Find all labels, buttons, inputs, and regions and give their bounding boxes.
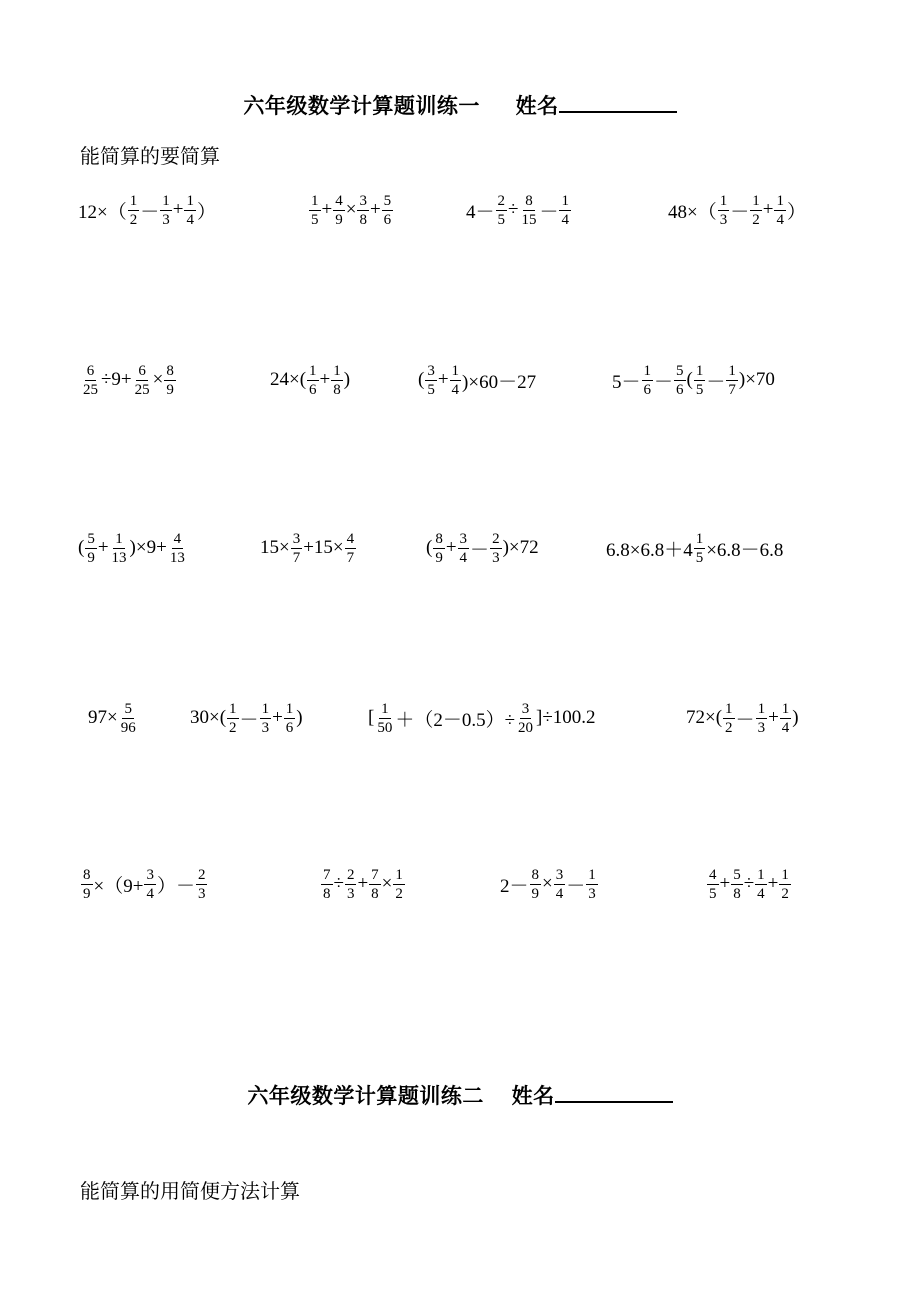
fraction [425, 362, 437, 399]
problem-1-3 [466, 186, 572, 234]
fraction-denominator: 96 [120, 719, 136, 736]
section1-instruction: 能简算的要简算 [80, 144, 220, 168]
fraction-denominator: 4 [555, 885, 564, 902]
fraction-denominator: 5 [311, 211, 319, 228]
expr-text: ( [78, 537, 85, 558]
expr-text: × [381, 873, 393, 894]
fraction-numerator: 1 [311, 192, 319, 209]
fraction [227, 700, 239, 737]
fraction-denominator: 6 [309, 381, 317, 398]
fraction [530, 866, 542, 903]
fraction-numerator: 1 [728, 362, 736, 379]
expr-text: + [445, 537, 457, 558]
fraction-denominator: 9 [335, 211, 343, 228]
problem-5-3 [500, 860, 599, 908]
fraction-numerator: 1 [776, 192, 784, 209]
fraction-numerator: 5 [676, 362, 684, 379]
problem-3-1 [78, 524, 188, 572]
fraction-denominator: 6 [676, 381, 684, 398]
fraction [755, 866, 767, 903]
fraction [307, 362, 319, 399]
problem-3-4 [606, 524, 783, 572]
fraction [516, 700, 535, 737]
fraction-denominator: 2 [781, 885, 789, 902]
fraction-denominator: 3 [719, 211, 728, 228]
section1-name-label: 姓名 [515, 94, 559, 118]
fraction [81, 866, 93, 903]
fraction-denominator: 4 [451, 381, 460, 398]
fraction [85, 530, 97, 567]
fraction-numerator: 3 [292, 530, 301, 547]
fraction [309, 192, 321, 229]
fraction-numerator: 2 [346, 866, 355, 883]
fraction [81, 362, 100, 399]
fraction-denominator: 5 [695, 549, 704, 566]
expr-text: + [369, 199, 381, 220]
fraction-numerator: 8 [435, 530, 443, 547]
problem-2-2 [270, 356, 350, 404]
fraction-denominator: 6 [643, 381, 652, 398]
problem-4-4 [686, 694, 799, 742]
expr-text: + [437, 369, 449, 390]
expr-text: ×（9+ [93, 875, 144, 897]
problem-3-2 [260, 524, 357, 572]
expr-text: ＋（2－0.5）÷ [395, 709, 516, 731]
expr-text: [ [368, 707, 375, 728]
fraction-numerator: 1 [186, 192, 194, 209]
expr-text: － [654, 371, 674, 393]
fraction-numerator: 1 [261, 700, 270, 717]
expr-text: 48×（ [668, 201, 717, 223]
fraction-numerator: 8 [531, 866, 540, 883]
fraction-numerator: 2 [492, 530, 500, 547]
expr-text: 15× [260, 537, 290, 558]
fraction-denominator: 3 [757, 719, 766, 736]
fraction-numerator: 1 [757, 700, 766, 717]
expr-text: ) [343, 369, 351, 390]
expr-text: － [140, 201, 160, 223]
section2-name-label: 姓名 [511, 1084, 555, 1108]
expr-text: 72×( [686, 707, 723, 728]
fraction-numerator: 1 [781, 700, 790, 717]
fraction-numerator: 1 [395, 866, 403, 883]
fraction-denominator: 9 [166, 381, 174, 398]
fraction [164, 362, 176, 399]
expr-text: +15× [303, 537, 344, 558]
fraction-numerator: 1 [333, 362, 341, 379]
fraction [642, 362, 654, 399]
fraction [450, 362, 462, 399]
fraction [586, 866, 598, 903]
expr-text: ÷ [333, 873, 344, 894]
fraction-numerator: 1 [451, 362, 460, 379]
problem-1-4 [668, 186, 806, 234]
fraction [718, 192, 730, 229]
fraction [375, 700, 394, 737]
fraction-denominator: 5 [497, 211, 506, 228]
expr-text: ( [686, 369, 693, 390]
expr-text: 30×( [190, 707, 227, 728]
fraction-numerator: 5 [383, 192, 392, 209]
problem-2-1 [80, 356, 177, 404]
fraction-numerator: 8 [166, 362, 174, 379]
fraction-numerator: 3 [359, 192, 367, 209]
fraction-denominator: 3 [261, 719, 270, 736]
fraction-numerator: 1 [285, 700, 294, 717]
expr-text: － [730, 201, 750, 223]
section2-title-text: 六年级数学计算题训练二 [247, 1084, 484, 1108]
fraction-denominator: 8 [371, 885, 379, 902]
fraction [756, 700, 768, 737]
fraction-numerator: 5 [733, 866, 741, 883]
expr-text: + [97, 537, 109, 558]
fraction-numerator: 1 [719, 192, 728, 209]
fraction-denominator: 9 [531, 885, 540, 902]
fraction-numerator: 3 [427, 362, 435, 379]
fraction-numerator: 1 [588, 866, 596, 883]
fraction-numerator: 8 [525, 192, 533, 209]
fraction-numerator: 2 [197, 866, 206, 883]
fraction-denominator: 6 [285, 719, 294, 736]
fraction [382, 192, 394, 229]
fraction [128, 192, 140, 229]
fraction [723, 700, 735, 737]
expr-text: ÷9+ [101, 369, 132, 390]
expr-text: + [272, 707, 283, 728]
fraction [780, 700, 792, 737]
fraction-denominator: 9 [83, 885, 91, 902]
fraction-denominator: 4 [459, 549, 468, 566]
fraction-denominator: 3 [346, 885, 355, 902]
problem-2-3 [418, 356, 536, 404]
expr-text: 4－ [466, 201, 495, 223]
expr-text: )×60－27 [462, 371, 537, 393]
fraction-numerator: 3 [521, 700, 530, 717]
expr-text: 12×（ [78, 201, 127, 223]
fraction [433, 530, 445, 567]
fraction [345, 866, 357, 903]
expr-text: － [706, 371, 726, 393]
fraction-denominator: 13 [111, 549, 127, 566]
fraction-numerator: 1 [643, 362, 652, 379]
fraction-numerator: 1 [229, 700, 237, 717]
expr-text: ÷ [508, 199, 519, 220]
fraction [291, 530, 303, 567]
fraction-denominator: 4 [561, 211, 569, 228]
expr-text: － [735, 709, 755, 731]
fraction [160, 192, 172, 229]
fraction-denominator: 8 [359, 211, 367, 228]
fraction-numerator: 4 [346, 530, 355, 547]
problem-4-1 [88, 694, 139, 742]
expr-text: + [321, 199, 333, 220]
expr-text: + [719, 873, 731, 894]
fraction [674, 362, 686, 399]
fraction-denominator: 3 [162, 211, 170, 228]
problem-1-1 [78, 186, 216, 234]
fraction [110, 530, 129, 567]
fraction-denominator: 2 [229, 719, 237, 736]
fraction-denominator: 5 [709, 885, 717, 902]
problem-3-3 [426, 524, 539, 572]
fraction-numerator: 3 [459, 530, 468, 547]
expr-text: )×9+ [129, 537, 167, 558]
expr-text: ） [196, 201, 216, 223]
fraction [345, 530, 357, 567]
problem-4-3 [368, 694, 596, 742]
fraction-numerator: 2 [497, 192, 506, 209]
fraction-denominator: 6 [383, 211, 392, 228]
fraction-denominator: 4 [776, 211, 784, 228]
expr-text: － [539, 201, 559, 223]
fraction-denominator: 3 [588, 885, 596, 902]
fraction [333, 192, 345, 229]
fraction-numerator: 4 [709, 866, 717, 883]
fraction-denominator: 4 [186, 211, 194, 228]
fraction [694, 362, 706, 399]
fraction-denominator: 9 [435, 549, 443, 566]
fraction-denominator: 7 [346, 549, 355, 566]
fraction-denominator: 50 [377, 719, 393, 736]
fraction-denominator: 8 [333, 381, 341, 398]
problem-5-4 [706, 860, 792, 908]
fraction-numerator: 1 [381, 700, 389, 717]
fraction-numerator: 1 [752, 192, 760, 209]
fraction-numerator: 8 [83, 866, 91, 883]
problem-5-2 [320, 860, 406, 908]
section2-title [0, 1080, 920, 1110]
fraction-numerator: 1 [725, 700, 733, 717]
fraction [133, 362, 152, 399]
expr-text: + [319, 369, 331, 390]
fraction-denominator: 2 [395, 885, 403, 902]
fraction-numerator: 1 [115, 530, 123, 547]
fraction [369, 866, 381, 903]
section1-name-blank[interactable] [559, 91, 677, 113]
fraction [559, 192, 571, 229]
fraction [284, 700, 296, 737]
problem-2-4 [612, 356, 775, 404]
expr-text: + [357, 873, 369, 894]
fraction-denominator: 4 [757, 885, 765, 902]
fraction-numerator: 1 [162, 192, 170, 209]
fraction-numerator: 1 [129, 192, 138, 209]
fraction-denominator: 8 [733, 885, 741, 902]
expr-text: × [542, 873, 553, 894]
expr-text: － [470, 539, 490, 561]
fraction [196, 866, 208, 903]
fraction-numerator: 1 [781, 866, 789, 883]
section1-title-text: 六年级数学计算题训练一 [243, 94, 480, 118]
expr-text: + [172, 199, 184, 220]
fraction-numerator: 4 [335, 192, 343, 209]
fraction [496, 192, 508, 229]
fraction-denominator: 15 [521, 211, 537, 228]
fraction-numerator: 1 [309, 362, 317, 379]
expr-text: + [762, 199, 774, 220]
fraction-denominator: 7 [292, 549, 301, 566]
fraction-numerator: 1 [561, 192, 569, 209]
fraction [144, 866, 156, 903]
fraction [357, 192, 369, 229]
fraction [519, 192, 538, 229]
expr-text: ） [786, 201, 806, 223]
fraction-numerator: 5 [87, 530, 95, 547]
fraction [731, 866, 743, 903]
problem-5-1 [80, 860, 208, 908]
fraction-denominator: 8 [323, 885, 331, 902]
fraction [331, 362, 343, 399]
expr-text: ) [792, 707, 799, 728]
fraction-denominator: 3 [197, 885, 206, 902]
fraction [184, 192, 196, 229]
expr-text: )×72 [502, 537, 539, 558]
fraction-numerator: 4 [173, 530, 182, 547]
fraction-numerator: 1 [695, 530, 704, 547]
expr-text: )×70 [738, 369, 775, 390]
fraction-numerator: 3 [555, 866, 564, 883]
expr-text: × [152, 369, 164, 390]
fraction-denominator: 25 [83, 381, 98, 398]
fraction [707, 866, 719, 903]
expr-text: ( [418, 369, 425, 390]
fraction-denominator: 3 [492, 549, 500, 566]
fraction [321, 866, 333, 903]
fraction-numerator: 7 [323, 866, 331, 883]
section1-title [0, 90, 920, 120]
fraction [490, 530, 502, 567]
fraction [168, 530, 187, 567]
fraction [750, 192, 762, 229]
fraction-denominator: 7 [728, 381, 736, 398]
expr-text: ）－ [156, 875, 195, 897]
fraction-denominator: 4 [781, 719, 790, 736]
expr-text: － [566, 875, 586, 897]
fraction [119, 700, 138, 737]
expr-text: ÷ [743, 873, 755, 894]
problem-4-2 [190, 694, 303, 742]
fraction-numerator: 3 [146, 866, 154, 883]
fraction-numerator: 5 [124, 700, 132, 717]
fraction-numerator: 1 [695, 362, 704, 379]
expr-text: 5－ [612, 371, 641, 393]
fraction-denominator: 4 [146, 885, 154, 902]
fraction-numerator: 1 [757, 866, 765, 883]
fraction-denominator: 2 [129, 211, 138, 228]
fraction-denominator: 5 [427, 381, 435, 398]
fraction-denominator: 13 [169, 549, 185, 566]
fraction [393, 866, 405, 903]
section2-name-blank[interactable] [555, 1081, 673, 1103]
problem-1-2 [308, 186, 394, 234]
fraction-denominator: 9 [87, 549, 95, 566]
fraction-denominator: 2 [752, 211, 760, 228]
fraction-numerator: 6 [86, 362, 95, 379]
expr-text: ) [296, 707, 303, 728]
fraction [694, 530, 706, 567]
fraction [779, 866, 791, 903]
fraction-denominator: 2 [725, 719, 733, 736]
fraction [726, 362, 738, 399]
fraction [260, 700, 272, 737]
expr-text: － [239, 709, 259, 731]
expr-text: × [345, 199, 357, 220]
expr-text: ( [426, 537, 433, 558]
expr-text: + [767, 873, 779, 894]
fraction [774, 192, 786, 229]
expr-text: ×6.8－6.8 [706, 539, 784, 561]
fraction-numerator: 6 [138, 362, 146, 379]
expr-text: 2－ [500, 875, 529, 897]
expr-text: 97× [88, 707, 118, 728]
fraction-denominator: 25 [134, 381, 150, 398]
expr-text: ]÷100.2 [536, 707, 596, 728]
section2-instruction: 能简算的用简便方法计算 [80, 1179, 300, 1203]
fraction-denominator: 20 [518, 719, 534, 736]
expr-text: 6.8×6.8＋4 [606, 539, 693, 561]
fraction-numerator: 7 [371, 866, 379, 883]
fraction [458, 530, 470, 567]
fraction [554, 866, 566, 903]
expr-text: 24×( [270, 369, 307, 390]
expr-text: + [768, 707, 779, 728]
fraction-denominator: 5 [695, 381, 704, 398]
